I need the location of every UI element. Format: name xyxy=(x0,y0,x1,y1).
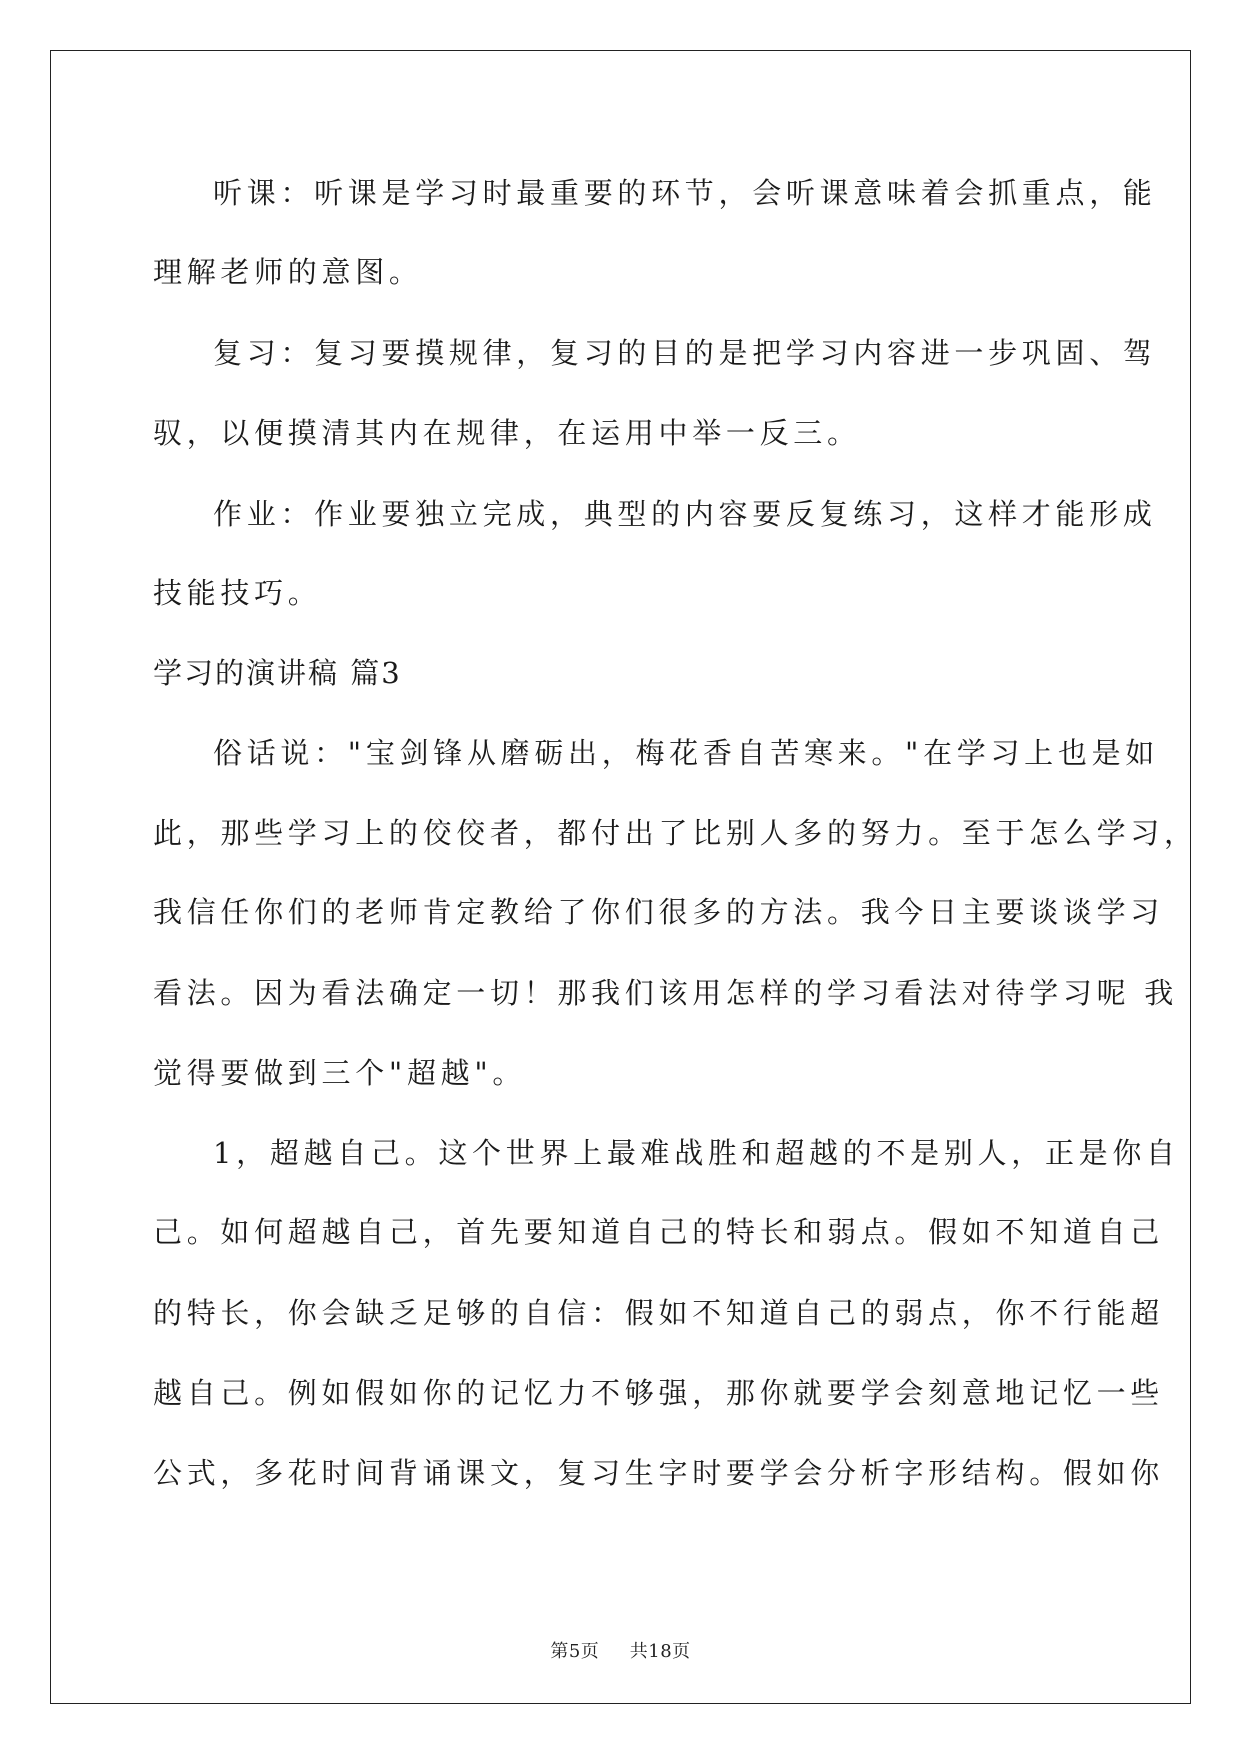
paragraph-line: 俗话说："宝剑锋从磨砺出，梅花香自苦寒来。"在学习上也是如 xyxy=(213,736,1159,770)
paragraph-line: 理解老师的意图。 xyxy=(153,255,423,289)
page-number: 第5页 xyxy=(550,1641,600,1662)
page-total: 共18页 xyxy=(629,1641,691,1662)
paragraph-line: 技能技巧。 xyxy=(153,576,322,610)
paragraph-line: 看法。因为看法确定一切！那我们该用怎样的学习看法对待学习呢 我 xyxy=(153,976,1178,1010)
page-footer xyxy=(0,1637,1241,1663)
paragraph-line: 觉得要做到三个"超越"。 xyxy=(153,1056,527,1090)
paragraph-line: 听课：听课是学习时最重要的环节，会听课意味着会抓重点，能 xyxy=(213,176,1157,210)
paragraph-line: 复习：复习要摸规律，复习的目的是把学习内容进一步巩固、驾 xyxy=(213,336,1157,370)
paragraph-line: 驭，以便摸清其内在规律，在运用中举一反三。 xyxy=(153,416,861,450)
paragraph-line: 越自己。例如假如你的记忆力不够强，那你就要学会刻意地记忆一些 xyxy=(153,1376,1165,1410)
paragraph-line: 作业：作业要独立完成，典型的内容要反复练习，这样才能形成 xyxy=(213,497,1157,531)
paragraph-line: 己。如何超越自己，首先要知道自己的特长和弱点。假如不知道自己 xyxy=(153,1215,1165,1249)
section-heading: 学习的演讲稿 篇3 xyxy=(153,656,402,690)
paragraph-line: 公式，多花时间背诵课文，复习生字时要学会分析字形结构。假如你 xyxy=(153,1456,1165,1490)
paragraph-line: 我信任你们的老师肯定教给了你们很多的方法。我今日主要谈谈学习 xyxy=(153,895,1165,929)
paragraph-line: 1，超越自己。这个世界上最难战胜和超越的不是别人，正是你自 xyxy=(213,1136,1180,1170)
paragraph-line: 此，那些学习上的佼佼者，都付出了比别人多的努力。至于怎么学习， xyxy=(153,816,1198,850)
paragraph-line: 的特长，你会缺乏足够的自信：假如不知道自己的弱点，你不行能超 xyxy=(153,1296,1165,1330)
